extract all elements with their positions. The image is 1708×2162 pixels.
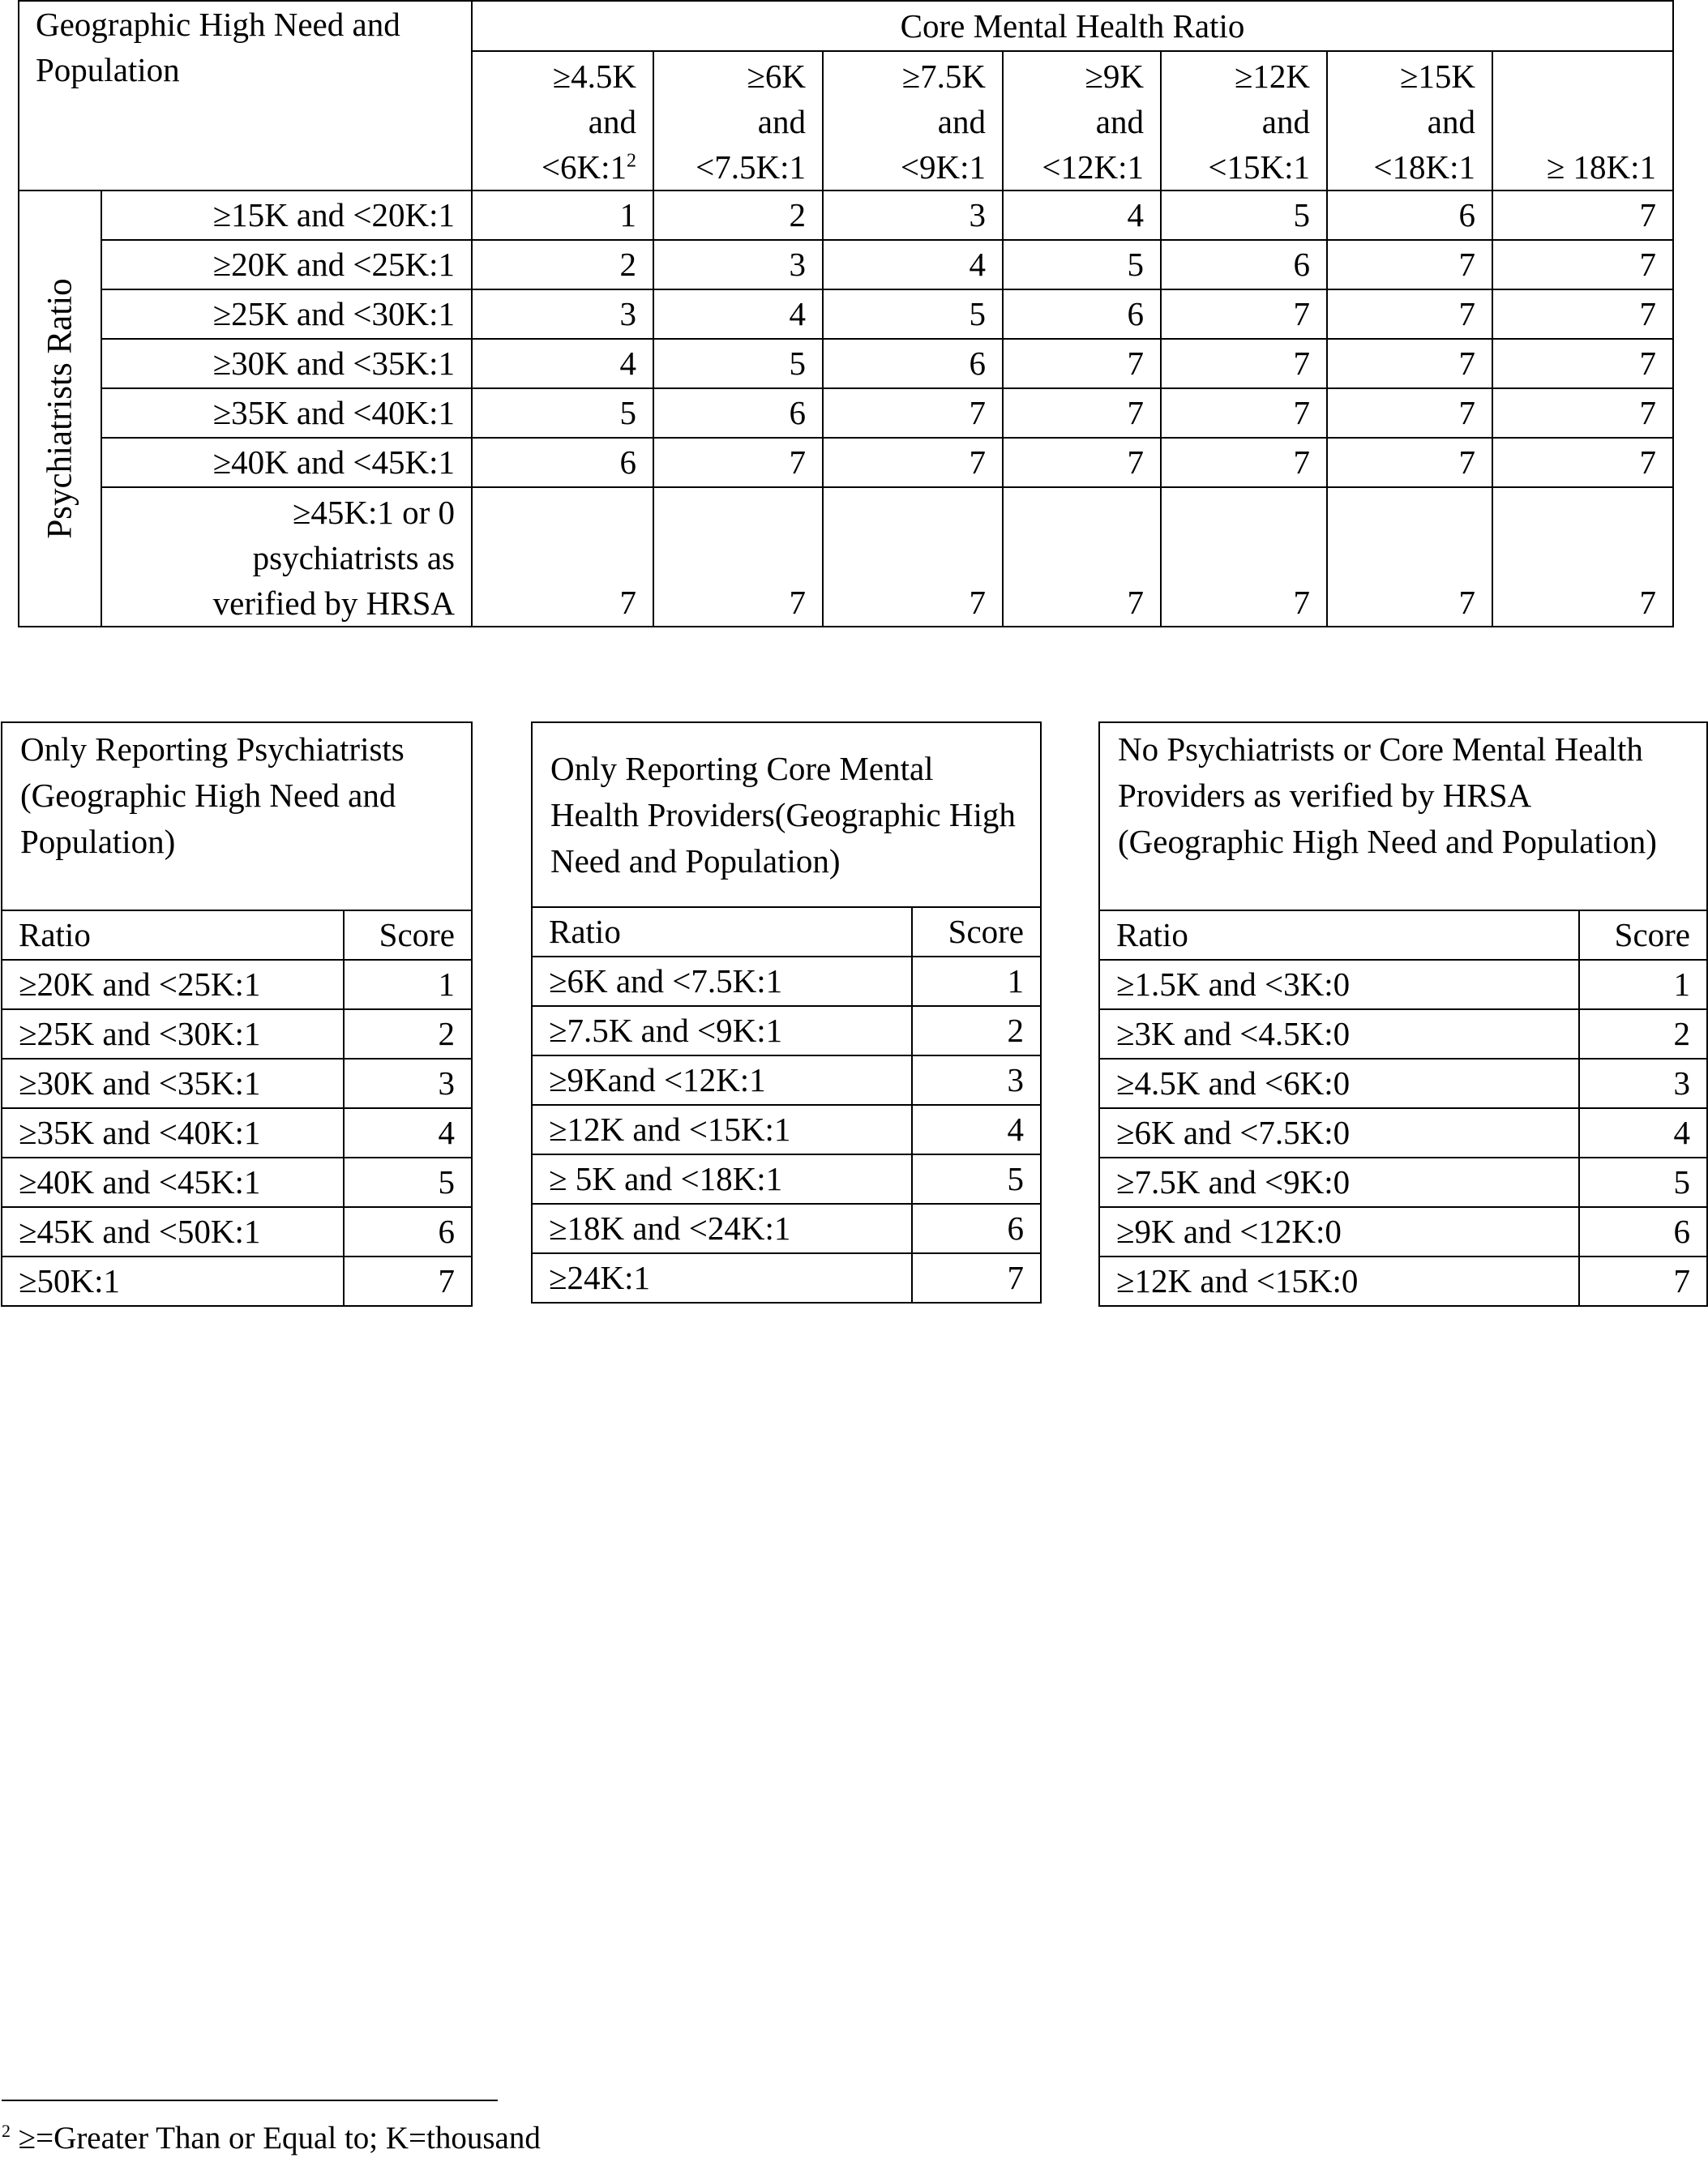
ratio-cell: ≥9K and <12K:0	[1099, 1207, 1579, 1257]
column-header-line: ≥15K	[1399, 58, 1475, 95]
score-cell: 7	[653, 487, 823, 627]
column-header	[472, 51, 653, 191]
footnote-marker: 2	[2, 2121, 11, 2141]
ratio-cell: ≥25K and <30K:1	[2, 1009, 344, 1059]
table-row	[2, 1207, 472, 1257]
table-row	[532, 957, 1041, 1006]
score-cell: 7	[823, 438, 1003, 487]
corner-label: Geographic High Need and Population	[19, 1, 472, 191]
column-header-line: ≥6K	[747, 58, 806, 95]
table-row	[19, 240, 1673, 289]
score-cell: 7	[1327, 487, 1492, 627]
table-row	[532, 1253, 1041, 1303]
ratio-cell: ≥1.5K and <3K:0	[1099, 960, 1579, 1009]
score-cell: 7	[344, 1257, 472, 1306]
score-cell: 3	[823, 191, 1003, 240]
column-header-line: and	[1261, 103, 1310, 140]
column-header-line: ≥7.5K	[901, 58, 986, 95]
ratio-header: Ratio	[1099, 910, 1579, 960]
score-cell: 4	[1003, 191, 1161, 240]
table-row	[19, 339, 1673, 388]
score-cell: 6	[823, 339, 1003, 388]
table-row	[1099, 1009, 1707, 1059]
score-cell: 1	[472, 191, 653, 240]
table-row	[1099, 1257, 1707, 1306]
score-header: Score	[1579, 910, 1707, 960]
row-label: ≥20K and <25K:1	[101, 240, 472, 289]
column-header-line: ≥4.5K	[552, 58, 636, 95]
row-label: ≥15K and <20K:1	[101, 191, 472, 240]
score-cell: 5	[472, 388, 653, 438]
column-header	[1492, 51, 1673, 191]
score-cell: 4	[823, 240, 1003, 289]
table-title: Only Reporting Core Mental Health Providers(Geographic High Need and Population)	[532, 722, 1041, 907]
column-header-line: and	[1427, 103, 1475, 140]
ratio-cell: ≥12K and <15K:0	[1099, 1257, 1579, 1306]
column-header-line-text: <6K:1	[541, 148, 627, 186]
column-header-line: <7.5K:1	[696, 148, 806, 186]
row-label-line: verified by HRSA	[212, 584, 455, 622]
table-row	[532, 1154, 1041, 1204]
score-cell: 7	[1327, 388, 1492, 438]
table-row	[1099, 1158, 1707, 1207]
column-header-line	[489, 144, 636, 190]
score-cell: 2	[472, 240, 653, 289]
table-row	[2, 1059, 472, 1108]
score-cell: 6	[1579, 1207, 1707, 1257]
ratio-cell: ≥35K and <40K:1	[2, 1108, 344, 1158]
score-cell: 5	[653, 339, 823, 388]
score-cell: 7	[1161, 487, 1327, 627]
score-cell: 7	[1003, 388, 1161, 438]
table-row	[2, 1009, 472, 1059]
score-cell: 7	[1161, 388, 1327, 438]
score-cell: 7	[1492, 438, 1673, 487]
score-cell: 7	[1327, 240, 1492, 289]
ratio-cell: ≥7.5K and <9K:0	[1099, 1158, 1579, 1207]
score-cell: 5	[1579, 1158, 1707, 1207]
footnote-text: ≥=Greater Than or Equal to; K=thousand	[18, 2121, 541, 2156]
ratio-cell: ≥18K and <24K:1	[532, 1204, 912, 1253]
table-row	[2, 1257, 472, 1306]
score-cell: 2	[1579, 1009, 1707, 1059]
score-cell: 7	[1492, 240, 1673, 289]
score-cell: 6	[1327, 191, 1492, 240]
table-row	[1099, 1059, 1707, 1108]
score-cell: 6	[912, 1204, 1041, 1253]
ratio-cell: ≥9Kand <12K:1	[532, 1055, 912, 1105]
score-cell: 3	[1579, 1059, 1707, 1108]
score-cell: 7	[1492, 289, 1673, 339]
column-header-line: <18K:1	[1373, 148, 1475, 186]
score-cell: 7	[1327, 339, 1492, 388]
score-cell: 4	[472, 339, 653, 388]
footnote	[2, 2120, 541, 2156]
table-title: Only Reporting Psychiatrists (Geographic High Need and Population)	[2, 722, 472, 910]
score-cell: 7	[1161, 339, 1327, 388]
column-header-line	[1509, 54, 1656, 99]
only-core-mental-health-table	[531, 721, 1042, 1304]
footnote-rule	[2, 2100, 498, 2101]
ratio-header: Ratio	[532, 907, 912, 957]
score-cell: 6	[1161, 240, 1327, 289]
table-row	[532, 1204, 1041, 1253]
column-header-line: <12K:1	[1042, 148, 1144, 186]
table-row	[2, 960, 472, 1009]
score-cell: 3	[344, 1059, 472, 1108]
table-row	[19, 289, 1673, 339]
score-cell: 7	[1327, 289, 1492, 339]
column-header-line	[1509, 99, 1656, 144]
score-cell: 5	[912, 1154, 1041, 1204]
score-cell: 6	[1003, 289, 1161, 339]
score-header: Score	[912, 907, 1041, 957]
score-cell: 6	[472, 438, 653, 487]
table-row	[1099, 960, 1707, 1009]
score-cell: 3	[472, 289, 653, 339]
score-cell: 4	[912, 1105, 1041, 1154]
column-header-line: <15K:1	[1208, 148, 1310, 186]
ratio-cell: ≥3K and <4.5K:0	[1099, 1009, 1579, 1059]
table-row	[19, 438, 1673, 487]
column-header	[1003, 51, 1161, 191]
ratio-header: Ratio	[2, 910, 344, 960]
score-cell: 1	[1579, 960, 1707, 1009]
table-row	[532, 1105, 1041, 1154]
row-label-line: ≥45K:1 or 0	[292, 494, 455, 531]
score-cell: 6	[653, 388, 823, 438]
ratio-cell: ≥24K:1	[532, 1253, 912, 1303]
table-row	[2, 1158, 472, 1207]
score-cell: 4	[1579, 1108, 1707, 1158]
table-row	[532, 1055, 1041, 1105]
row-label: ≥35K and <40K:1	[101, 388, 472, 438]
score-cell: 7	[653, 438, 823, 487]
ratio-cell: ≥6K and <7.5K:1	[532, 957, 912, 1006]
score-cell: 7	[1003, 487, 1161, 627]
score-cell: 7	[1579, 1257, 1707, 1306]
row-group-label: Psychiatrists Ratio	[41, 278, 79, 539]
table-title: No Psychiatrists or Core Mental Health Providers as verified by HRSA (Geographic High Need and Population)	[1099, 722, 1707, 910]
score-cell: 3	[653, 240, 823, 289]
score-cell: 7	[1492, 388, 1673, 438]
only-psychiatrists-table	[1, 721, 473, 1307]
table-row	[1099, 1207, 1707, 1257]
table-row	[19, 191, 1673, 240]
column-group-label: Core Mental Health Ratio	[472, 1, 1673, 51]
column-header	[653, 51, 823, 191]
score-cell: 7	[1492, 487, 1673, 627]
score-header: Score	[344, 910, 472, 960]
score-cell: 2	[653, 191, 823, 240]
row-label: ≥40K and <45K:1	[101, 438, 472, 487]
row-label-line: psychiatrists as	[252, 539, 455, 576]
score-cell: 2	[912, 1006, 1041, 1055]
score-cell: 6	[344, 1207, 472, 1257]
row-group-label-cell	[19, 191, 101, 627]
ratio-cell: ≥6K and <7.5K:0	[1099, 1108, 1579, 1158]
score-cell: 7	[1492, 191, 1673, 240]
ratio-cell: ≥7.5K and <9K:1	[532, 1006, 912, 1055]
column-header	[1327, 51, 1492, 191]
score-cell: 5	[1161, 191, 1327, 240]
table-row	[19, 388, 1673, 438]
footnote-ref: 2	[627, 150, 636, 172]
row-label: ≥25K and <30K:1	[101, 289, 472, 339]
score-cell: 2	[344, 1009, 472, 1059]
score-cell: 1	[344, 960, 472, 1009]
score-cell: 3	[912, 1055, 1041, 1105]
score-cell: 4	[653, 289, 823, 339]
column-header-line: and	[1095, 103, 1144, 140]
column-header-line: and	[937, 103, 986, 140]
row-label	[101, 487, 472, 627]
score-cell: 4	[344, 1108, 472, 1158]
score-cell: 7	[1003, 438, 1161, 487]
score-cell: 7	[823, 487, 1003, 627]
score-cell: 1	[912, 957, 1041, 1006]
score-cell: 7	[1161, 438, 1327, 487]
core-mental-health-score-matrix	[18, 0, 1674, 627]
score-cell: 7	[472, 487, 653, 627]
ratio-cell: ≥4.5K and <6K:0	[1099, 1059, 1579, 1108]
table-row	[1099, 1108, 1707, 1158]
column-header	[1161, 51, 1327, 191]
column-header-line: <9K:1	[900, 148, 986, 186]
score-cell: 7	[1003, 339, 1161, 388]
score-cell: 7	[1161, 289, 1327, 339]
score-cell: 5	[344, 1158, 472, 1207]
score-cell: 5	[823, 289, 1003, 339]
ratio-cell: ≥ 5K and <18K:1	[532, 1154, 912, 1204]
table-row	[532, 1006, 1041, 1055]
column-header-line: and	[757, 103, 806, 140]
ratio-cell: ≥12K and <15K:1	[532, 1105, 912, 1154]
ratio-cell: ≥30K and <35K:1	[2, 1059, 344, 1108]
ratio-cell: ≥20K and <25K:1	[2, 960, 344, 1009]
column-header	[823, 51, 1003, 191]
score-cell: 7	[1492, 339, 1673, 388]
column-header-line: and	[588, 103, 636, 140]
ratio-cell: ≥45K and <50K:1	[2, 1207, 344, 1257]
score-cell: 7	[912, 1253, 1041, 1303]
column-header-line: ≥ 18K:1	[1546, 148, 1656, 186]
column-header-line: ≥9K	[1085, 58, 1144, 95]
row-label: ≥30K and <35K:1	[101, 339, 472, 388]
table-row	[2, 1108, 472, 1158]
no-providers-table	[1098, 721, 1708, 1307]
score-cell: 5	[1003, 240, 1161, 289]
score-cell: 7	[823, 388, 1003, 438]
table-row	[19, 487, 1673, 627]
column-header-line: ≥12K	[1234, 58, 1310, 95]
ratio-cell: ≥40K and <45K:1	[2, 1158, 344, 1207]
score-cell: 7	[1327, 438, 1492, 487]
ratio-cell: ≥50K:1	[2, 1257, 344, 1306]
